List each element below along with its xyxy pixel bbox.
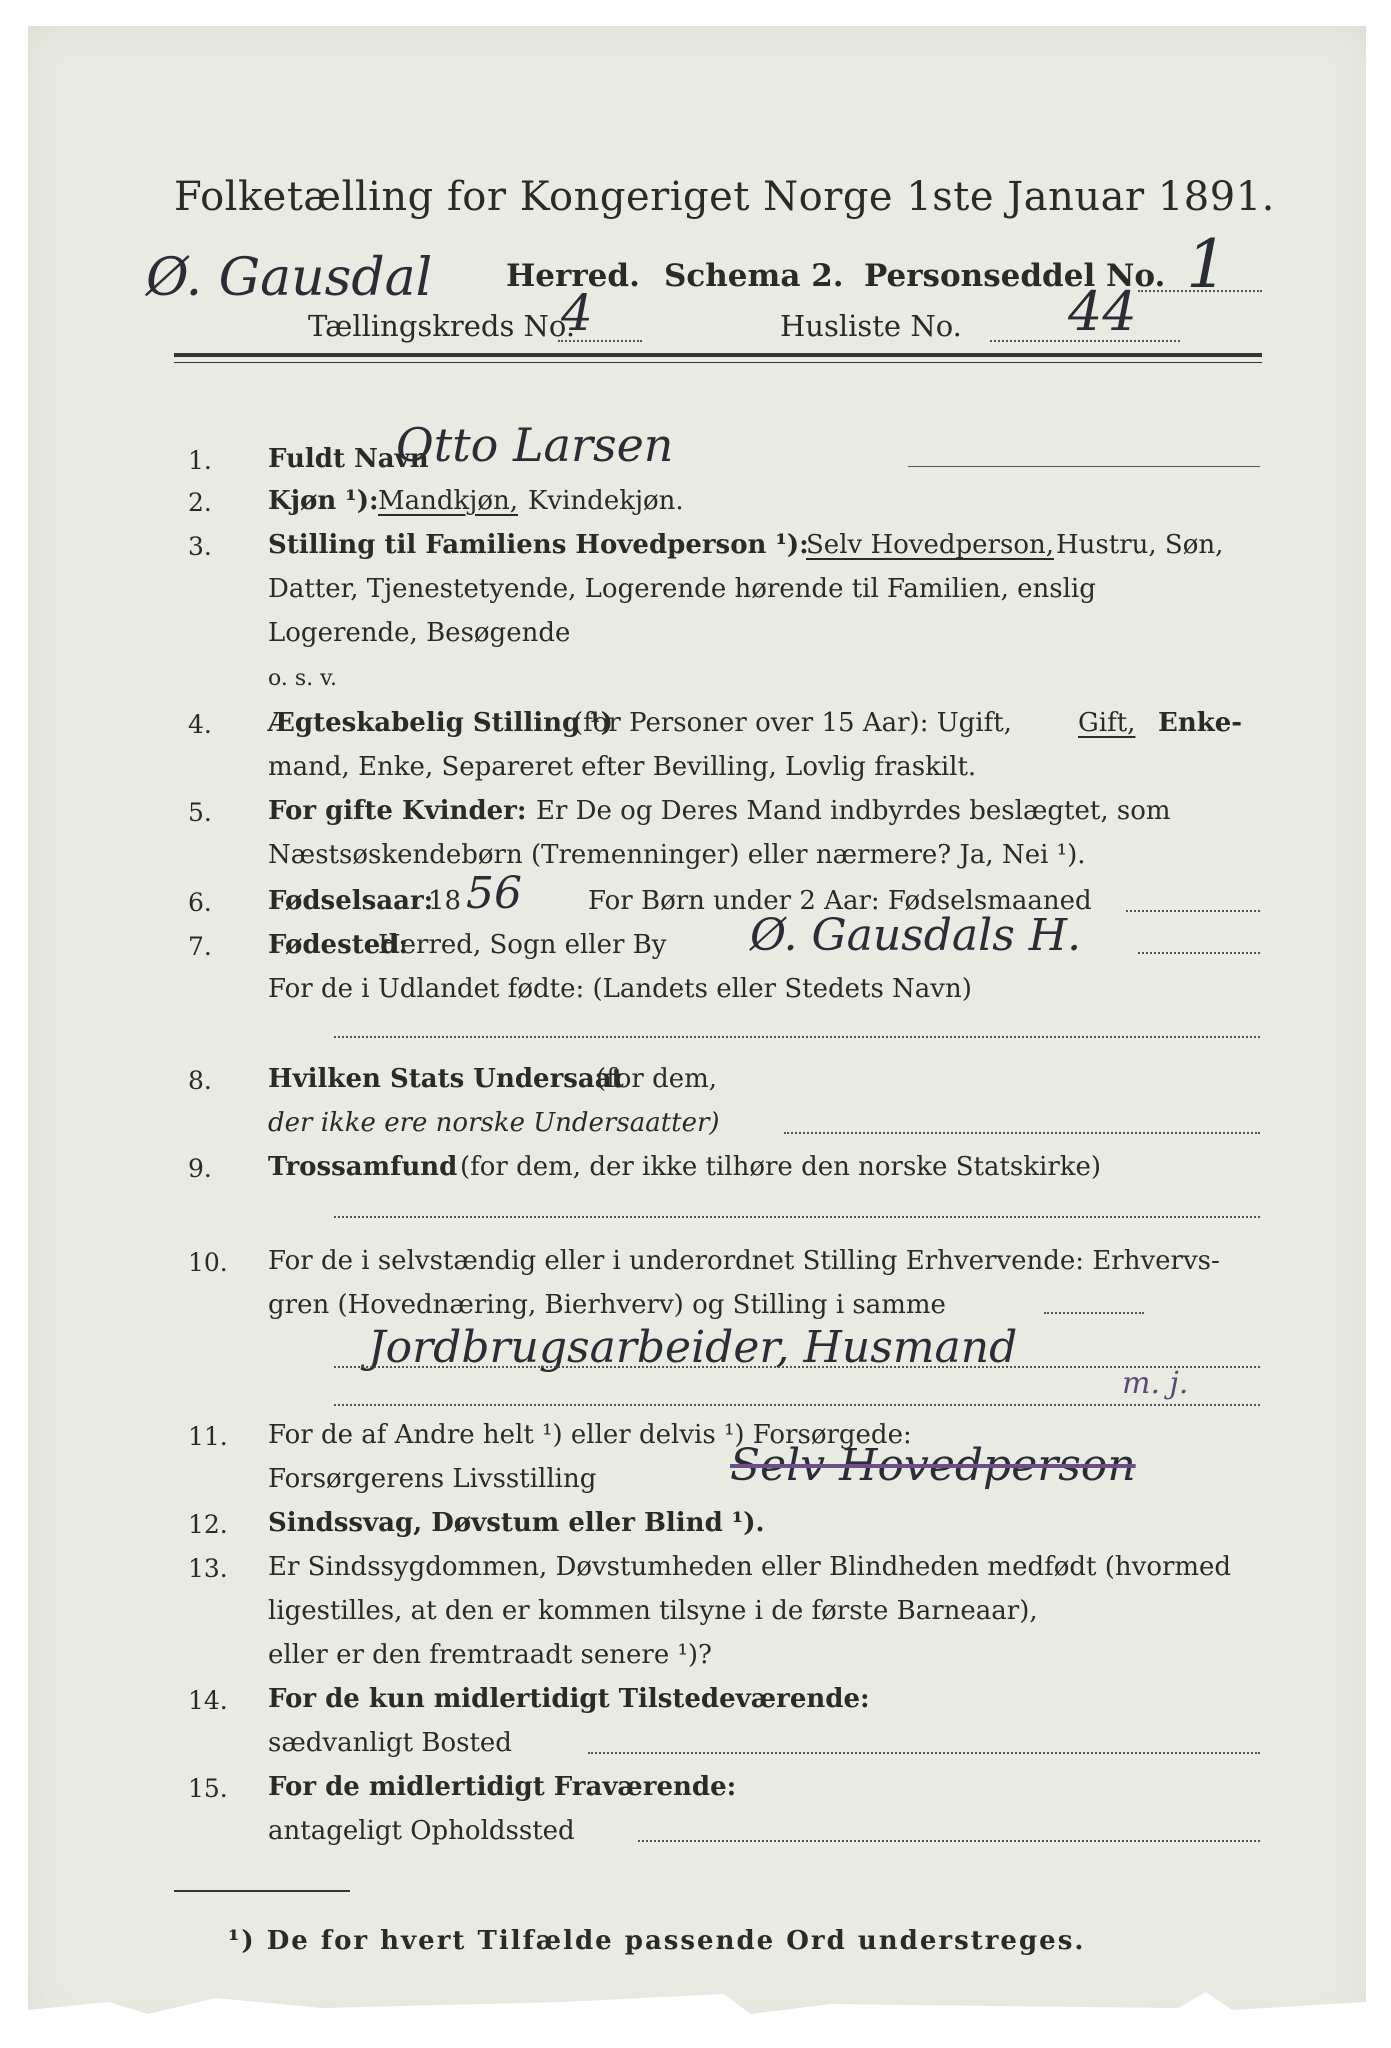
position-label: Stilling til Familiens Hovedperson ¹): [268,530,809,560]
full-name-value: Otto Larsen [396,418,674,472]
full-name-label: Fuldt Navn [268,444,429,474]
item-number: 11. [188,1422,228,1451]
dotted-line [334,1404,1260,1406]
birthplace-line2: For de i Udlandet fødte: (Landets eller Stedets Navn) [268,974,972,1004]
temporary-present-label: For de kun midlertidigt Tilstedeværende: [268,1684,870,1714]
item-number: 10. [188,1248,228,1277]
dotted-line [1044,1312,1144,1314]
item-number: 3. [188,532,212,561]
item-number: 13. [188,1554,228,1583]
dotted-line [1138,290,1262,292]
occupation-line1: For de i selvstændig eller i underordnet Stilling Erhvervende: Erhvervs- [268,1246,1220,1276]
marital-line2: mand, Enke, Separeret efter Bevilling, Lovlig fraskilt. [268,752,977,782]
usual-residence-label: sædvanligt Bosted [268,1728,512,1758]
occupation-annotation: m. j. [1122,1366,1189,1401]
item-number: 6. [188,888,212,917]
supported-line2: Forsørgerens Livsstilling [268,1464,597,1494]
supporter-value: Selv Hovedperson [730,1440,1136,1491]
married-women-line2: Næstsøskendebørn (Tremenninger) eller nærmere? Ja, Nei ¹). [268,840,1086,870]
personseddel-value: 1 [1186,226,1228,303]
kreds-value: 4 [561,284,593,342]
birthplace-label: Fødested: [268,930,409,960]
form-title: Folketælling for Kongeriget Norge 1ste Januar 1891. [174,174,1275,220]
probable-residence-label: antageligt Opholdssted [268,1816,575,1846]
disability-origin-line1: Er Sindssygdommen, Døvstumheden eller Blindheden medfødt (hvormed [268,1552,1232,1582]
birth-year-prefix: 18 [428,886,462,916]
citizenship-line1: (for dem, [596,1064,718,1094]
occupation-value: Jordbrugsarbeider, Husmand [368,1322,1018,1373]
dotted-line [588,1752,1260,1754]
occupation-line2: gren (Hovednæring, Bierhverv) og Stilling i samme [268,1290,946,1320]
supported-line1: For de af Andre helt ¹) eller delvis ¹) Forsørgede: [268,1420,912,1450]
dotted-line [1126,910,1260,912]
dotted-line [558,340,642,342]
item-number: 8. [188,1066,212,1095]
footnote: ¹) De for hvert Tilfælde passende Ord understreges. [228,1926,1086,1956]
personseddel-label: Personseddel No. [864,258,1166,294]
item-number: 14. [188,1686,228,1715]
married-women-label: For gifte Kvinder: [268,796,527,826]
birthplace-value: Ø. Gausdals H. [750,910,1082,961]
header-rule-thin [174,362,1262,363]
married-women-line1: Er De og Deres Mand indbyrdes beslægtet, som [536,796,1171,826]
sex-option-male: Mandkjøn, [378,486,518,516]
position-options-rest: Hustru, Søn, [1056,530,1224,560]
dotted-line [990,340,1180,342]
item-number: 7. [188,932,212,961]
dotted-line [908,466,1260,467]
birth-year-label: Fødselsaar: [268,886,434,916]
item-number: 1. [188,446,212,475]
temporary-absent-label: For de midlertidigt Fraværende: [268,1772,737,1802]
footnote-rule [174,1890,350,1892]
torn-edge [28,1986,1366,2026]
position-option-selected: Selv Hovedperson, [806,530,1054,560]
sex-option-female: Kvindekjøn. [528,486,684,516]
header-rule [174,353,1262,357]
birth-year-value: 56 [466,868,522,919]
item-number: 5. [188,798,212,827]
position-options-line3: Logerende, Besøgende [268,618,571,648]
position-options-line2: Datter, Tjenestetyende, Logerende hørende til Familien, enslig [268,574,1096,604]
disability-label: Sindssvag, Døvstum eller Blind ¹). [268,1508,765,1538]
item-number: 2. [188,488,212,517]
husliste-value: 44 [1068,280,1137,343]
birthplace-line1: Herred, Sogn eller By [378,930,667,960]
position-options-line4: o. s. v. [268,666,337,691]
birth-month-label: For Børn under 2 Aar: Fødselsmaaned [588,886,1092,916]
dotted-line [334,1036,1260,1038]
herred-value: Ø. Gausdal [146,248,433,308]
item-number: 15. [188,1774,228,1803]
herred-label: Herred. [506,258,640,294]
disability-origin-line2: ligestilles, at den er kommen tilsyne i de første Barneaar), [268,1596,1038,1626]
item-number: 4. [188,710,212,739]
religion-line1: (for dem, der ikke tilhøre den norske Statskirke) [460,1152,1102,1182]
marital-pre: (for Personer over 15 Aar): Ugift, [573,708,1012,738]
dotted-line [1138,952,1260,954]
husliste-label: Husliste No. [780,309,962,343]
religion-label: Trossamfund [268,1152,458,1182]
marital-post: Enke- [1158,708,1243,738]
citizenship-label: Hvilken Stats Undersaat [268,1064,624,1094]
census-form [28,26,1366,2026]
dotted-line [784,1132,1260,1134]
kreds-label: Tællingskreds No. [308,309,576,343]
citizenship-line2: der ikke ere norske Undersaatter) [268,1108,720,1138]
sex-label: Kjøn ¹): [268,486,379,516]
schema-label: Schema 2. [664,258,844,294]
disability-origin-line3: eller er den fremtraadt senere ¹)? [268,1640,712,1670]
dotted-line [334,1216,1260,1218]
dotted-line [638,1840,1260,1842]
item-number: 9. [188,1154,212,1183]
marital-label: Ægteskabelig Stilling ¹) [268,708,613,738]
marital-option-selected: Gift, [1078,708,1136,738]
item-number: 12. [188,1510,228,1539]
